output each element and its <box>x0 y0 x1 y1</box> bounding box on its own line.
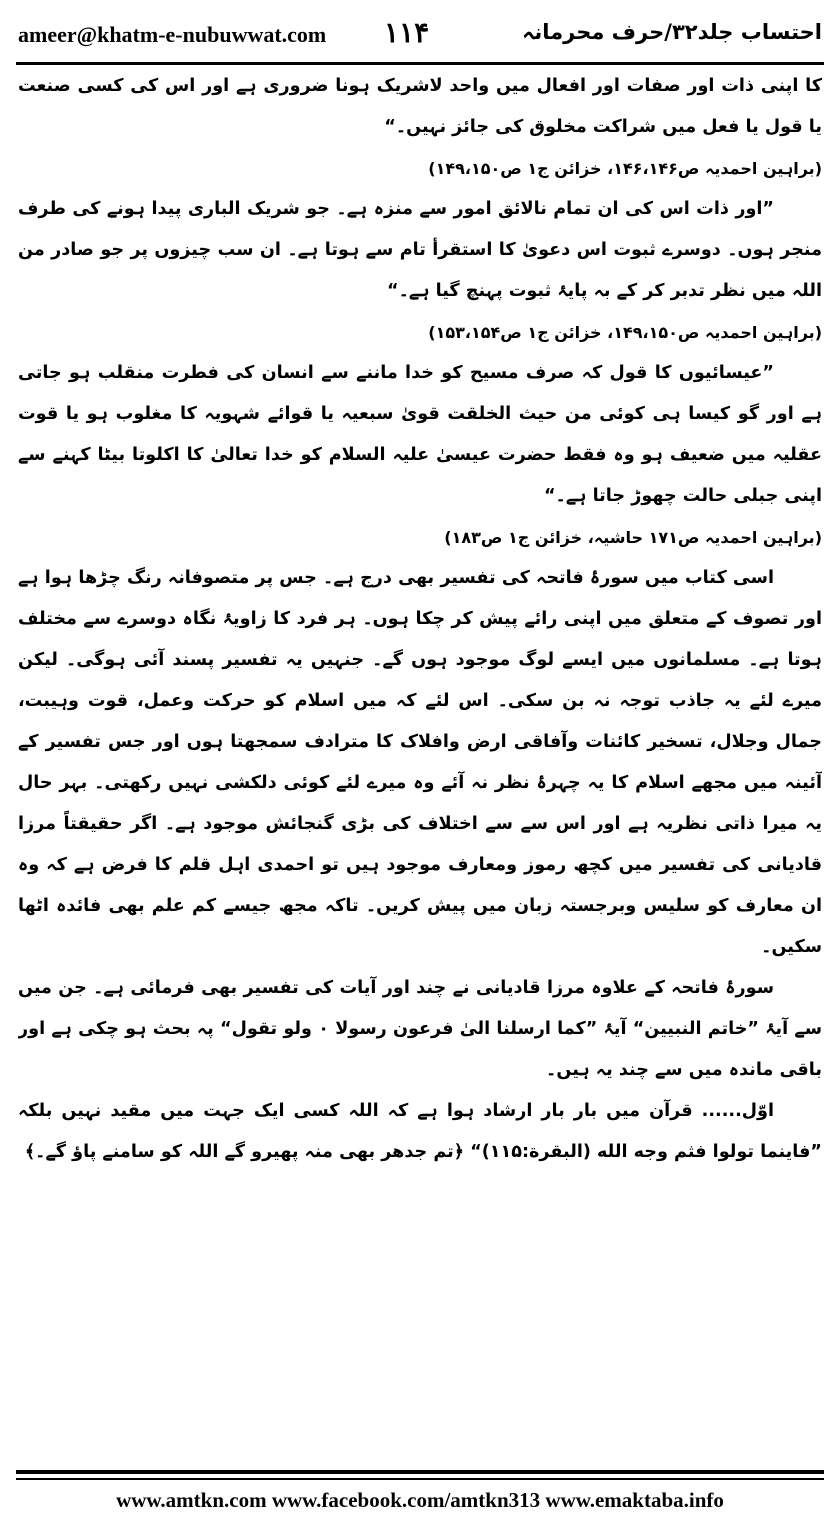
paragraph-6-text-a: اوّل...... قرآن میں بار بار ارشاد ہوا ہے کہ اللہ کسی ایک جہت میں مقید نہیں بلکہ ” <box>18 1101 822 1162</box>
paragraph-1-text: کا اپنی ذات اور صفات اور افعال میں واحد لاشریک ہونا ضروری ہے اور اس کی کسی صنعت یا قول یا فعل میں شراکت مخلوق کی جائز نہیں۔“ <box>18 76 822 137</box>
running-title: احتساب جلد۳۲/حرف محرمانہ <box>522 20 822 44</box>
header-email: ameer@khatm-e-nubuwwat.com <box>18 22 327 47</box>
page-header <box>18 12 822 56</box>
footer-rule-thick <box>16 1470 824 1474</box>
paragraph-5 <box>18 968 822 1091</box>
footer-rules <box>16 1470 824 1480</box>
paragraph-4: اسی کتاب میں سورۂ فاتحہ کی تفسیر بھی درج ہے۔ جس پر متصوفانہ رنگ چڑھا ہوا ہے اور تصوف کے متعلق میں اپنی رائے پیش کر چکا ہوں۔ ہر فرد کا زاویۂ نگاہ دوسرے سے مختلف ہوتا ہے۔ مسلمانوں میں ایسے لوگ موجود ہوں گے۔ جنہیں یہ تفسیر پسند آئی ہوگی۔ لیکن میرے لئے یہ جاذب توجہ نہ بن سکی۔ اس لئے کہ میں اسلام کو حرکت وعمل، قوت وہیبت، جمال وجلال، تسخیر کائنات وآفاقی ارض وافلاک کا مترادف سمجھتا ہوں اور جس تفسیر کے آئینہ میں مجھے اسلام کا یہ چہرۂ نظر نہ آئے وہ میرے لئے کوئی دلکشی نہیں رکھتی۔ بہر حال یہ میرا ذاتی نظریہ ہے اور اس سے سے اختلاف کی بڑی گنجائش موجود ہے۔ اگر حقیقتاً مرزا قادیانی کی تفسیر میں کچھ رموز ومعارف موجود ہیں تو احمدی اہل قلم کا فرض ہے کہ وہ ان معارف کو سلیس وبرجستہ زبان میں پیش کریں۔ تاکہ مجھ جیسے کم علم بھی فائدہ اٹھا سکیں۔ <box>18 568 822 957</box>
header-rule <box>16 62 824 65</box>
page-body <box>18 66 822 1464</box>
footer-rule-thin <box>16 1478 824 1480</box>
paragraph-6-text-b: “ ﴿تم جدھر بھی منہ پھیرو گے اللہ کو سامنے پاؤ گے۔﴾ <box>24 1142 482 1162</box>
reference-2: (براہین احمدیہ ص۱۴۹،۱۵۰، خزائن ج۱ ص۱۵۳،۱۵۴) <box>428 323 822 342</box>
footer-links: www.amtkn.com www.facebook.com/amtkn313 www.emaktaba.info <box>116 1488 724 1512</box>
reference-1: (براہین احمدیہ ص۱۴۶،۱۴۶، خزائن ج۱ ص۱۴۹،۱۵۰) <box>428 159 822 178</box>
quran-phrase-2: کما ارسلنا الیٰ فرعون رسولا ۰ ولو تقول <box>231 1019 586 1039</box>
paragraph-6 <box>18 1091 822 1173</box>
page-number: ۱۱۴ <box>384 16 430 49</box>
paragraph-1 <box>18 66 822 148</box>
paragraph-5-text-c: “ پہ بحث ہو چکی ہے اور باقی ماندہ میں سے چند یہ ہیں۔ <box>18 1019 822 1080</box>
paragraph-3: ”عیسائیوں کا قول کہ صرف مسیح کو خدا ماننے سے انسان کی فطرت منقلب ہو جاتی ہے اور گو کیسا ہی کوئی من حیث الخلقت قویٰ سبعیہ یا قوائے شہویہ کا مغلوب ہو یا قوت عقلیہ میں ضعیف ہو وہ فقط حضرت عیسیٰ علیہ السلام کو خدا تعالیٰ کا اکلوتا بیٹا کہنے سے اپنی جبلی حالت چھوڑ جاتا ہے۔“ <box>18 363 822 506</box>
quran-phrase-1: خاتم النبیین <box>644 1019 748 1039</box>
paragraph-2: ”اور ذات اس کی ان تمام نالائق امور سے منزہ ہے۔ جو شریک الباری پیدا ہونے کی طرف منجر ہوں۔ دوسرے ثبوت اس دعویٰ کا استقرأ تام سے ہوتا ہے۔ ان سب چیزوں پر جو صادر من اللہ میں نظر تدبر کر کے بہ پایۂ ثبوت پہنچ گیا ہے۔“ <box>18 199 822 301</box>
paragraph-5-text-a: سورۂ فاتحہ کے علاوہ مرزا قادیانی نے چند اور آیات کی تفسیر بھی فرمائی ہے۔ جن میں سے آیۂ ” <box>18 978 822 1039</box>
quran-verse: فاینما تولوا فثم وجه الله (البقرة:۱۱۵) <box>481 1142 811 1162</box>
reference-3: (براہین احمدیہ ص۱۷۱ حاشیہ، خزائن ج۱ ص۱۸۳) <box>444 528 822 547</box>
paragraph-5-text-b: “ آیۂ ” <box>585 1019 645 1039</box>
